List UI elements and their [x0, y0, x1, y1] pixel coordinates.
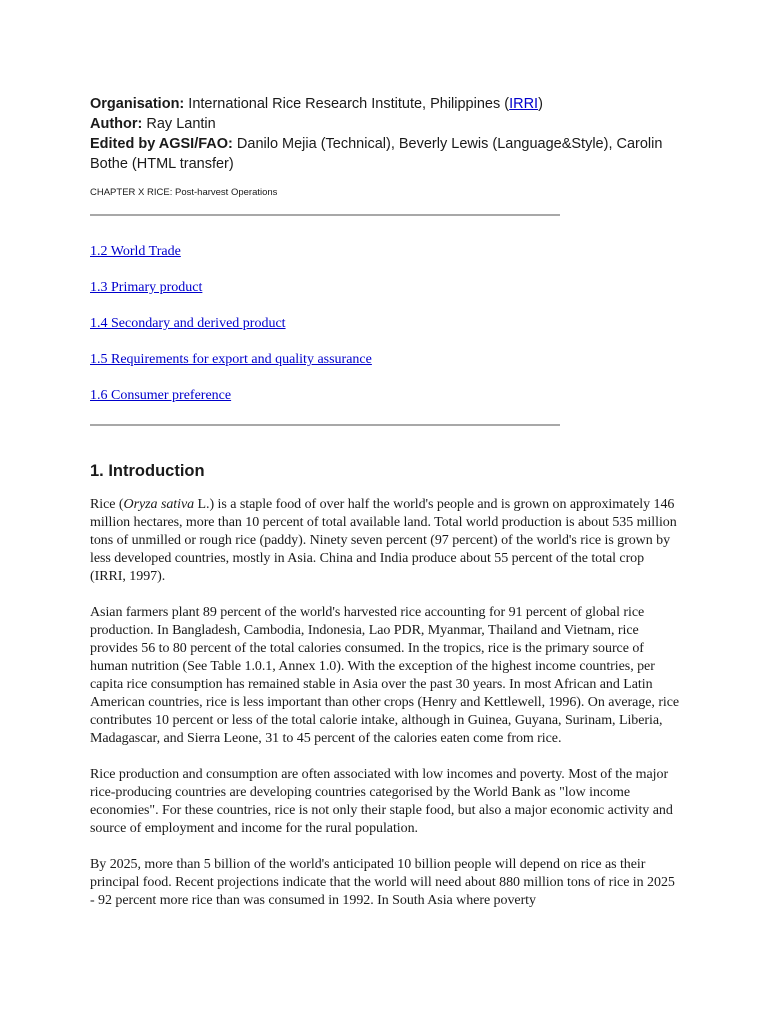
toc-link-world-trade[interactable]: 1.2 World Trade: [90, 244, 181, 259]
irri-link[interactable]: IRRI: [509, 96, 539, 112]
organisation-label: Organisation:: [90, 96, 185, 112]
organisation-close: ): [538, 96, 543, 112]
edited-label: Edited by AGSI/FAO:: [90, 136, 233, 152]
toc-link-primary-product[interactable]: 1.3 Primary product: [90, 280, 203, 295]
divider-top: [90, 214, 560, 216]
paragraph-4: By 2025, more than 5 billion of the world's anticipated 10 billion people will depend on rice as their principal food. Recent projections indicate that the world will need about 880 million tons of rice in 2025 - 92 percent more rice than was consumed in 1992. In South Asia where poverty: [90, 857, 675, 908]
toc-link-secondary-product[interactable]: 1.4 Secondary and derived product: [90, 316, 286, 331]
paragraph-2: Asian farmers plant 89 percent of the world's harvested rice accounting for 91 percent of global rice production. In Bangladesh, Cambodia, Indonesia, Lao PDR, Myanmar, Thailand and Vietnam, rice provides 56 to 80 percent of the total calories consumed. In the tropics, rice is the primary source of human nutrition (See Table 1.0.1, Annex 1.0). With the exception of the highest income countries, per capita rice consumption has remained stable in Asia over the past 30 years. In most African and Latin American countries, rice is less important than other crops (Henry and Kettlewell, 1996). On average, rice contributes 10 percent or less of the total calorie intake, although in Guinea, Guyana, Surinam, Liberia, Madagascar, and Sierra Leone, 31 to 45 percent of the calories eaten come from rice.: [90, 605, 680, 746]
organisation-text: International Rice Research Institute, Philippines (: [188, 96, 510, 112]
edited-text: Danilo Mejia (Technical), Beverly Lewis (Language&Style), Carolin Bothe (HTML transfer): [90, 136, 663, 172]
paragraph-3: Rice production and consumption are often associated with low incomes and poverty. Most of the major rice-producing countries are developing countries categorised by the World Bank as "low income economies". For these countries, rice is not only their staple food, but also a major economic activity and source of employment and income for the rural population.: [90, 767, 673, 836]
paragraph-1-rest: L.) is a staple food of over half the world's people and is grown on approximately 146 million hectares, more than 10 percent of total available land. Total world production is about 535 million tons of unmilled or rough rice (paddy). Ninety seven percent (97 percent) of the world's rice is grown by less developed countries, mostly in Asia. China and India produce about 55 percent of the total crop (IRRI, 1997).: [90, 497, 677, 584]
paragraph-1: [90, 496, 680, 586]
organisation-line: [90, 94, 680, 114]
paragraph-1-lead: Rice (: [90, 497, 124, 512]
document-page: [90, 94, 680, 910]
document-metadata: [90, 94, 680, 174]
author-text: Ray Lantin: [146, 116, 216, 132]
author-label: Author:: [90, 116, 143, 132]
toc-link-export-requirements[interactable]: 1.5 Requirements for export and quality assurance: [90, 352, 372, 367]
section-title: 1. Introduction: [90, 462, 205, 480]
edited-line: [90, 134, 680, 174]
toc-link-consumer-preference[interactable]: 1.6 Consumer preference: [90, 388, 232, 403]
paragraph-1-species: Oryza sativa: [123, 497, 195, 512]
table-of-contents: [90, 244, 680, 404]
chapter-heading: CHAPTER X RICE: Post-harvest Operations: [90, 187, 278, 198]
author-line: [90, 114, 680, 134]
divider-bottom: [90, 424, 560, 426]
